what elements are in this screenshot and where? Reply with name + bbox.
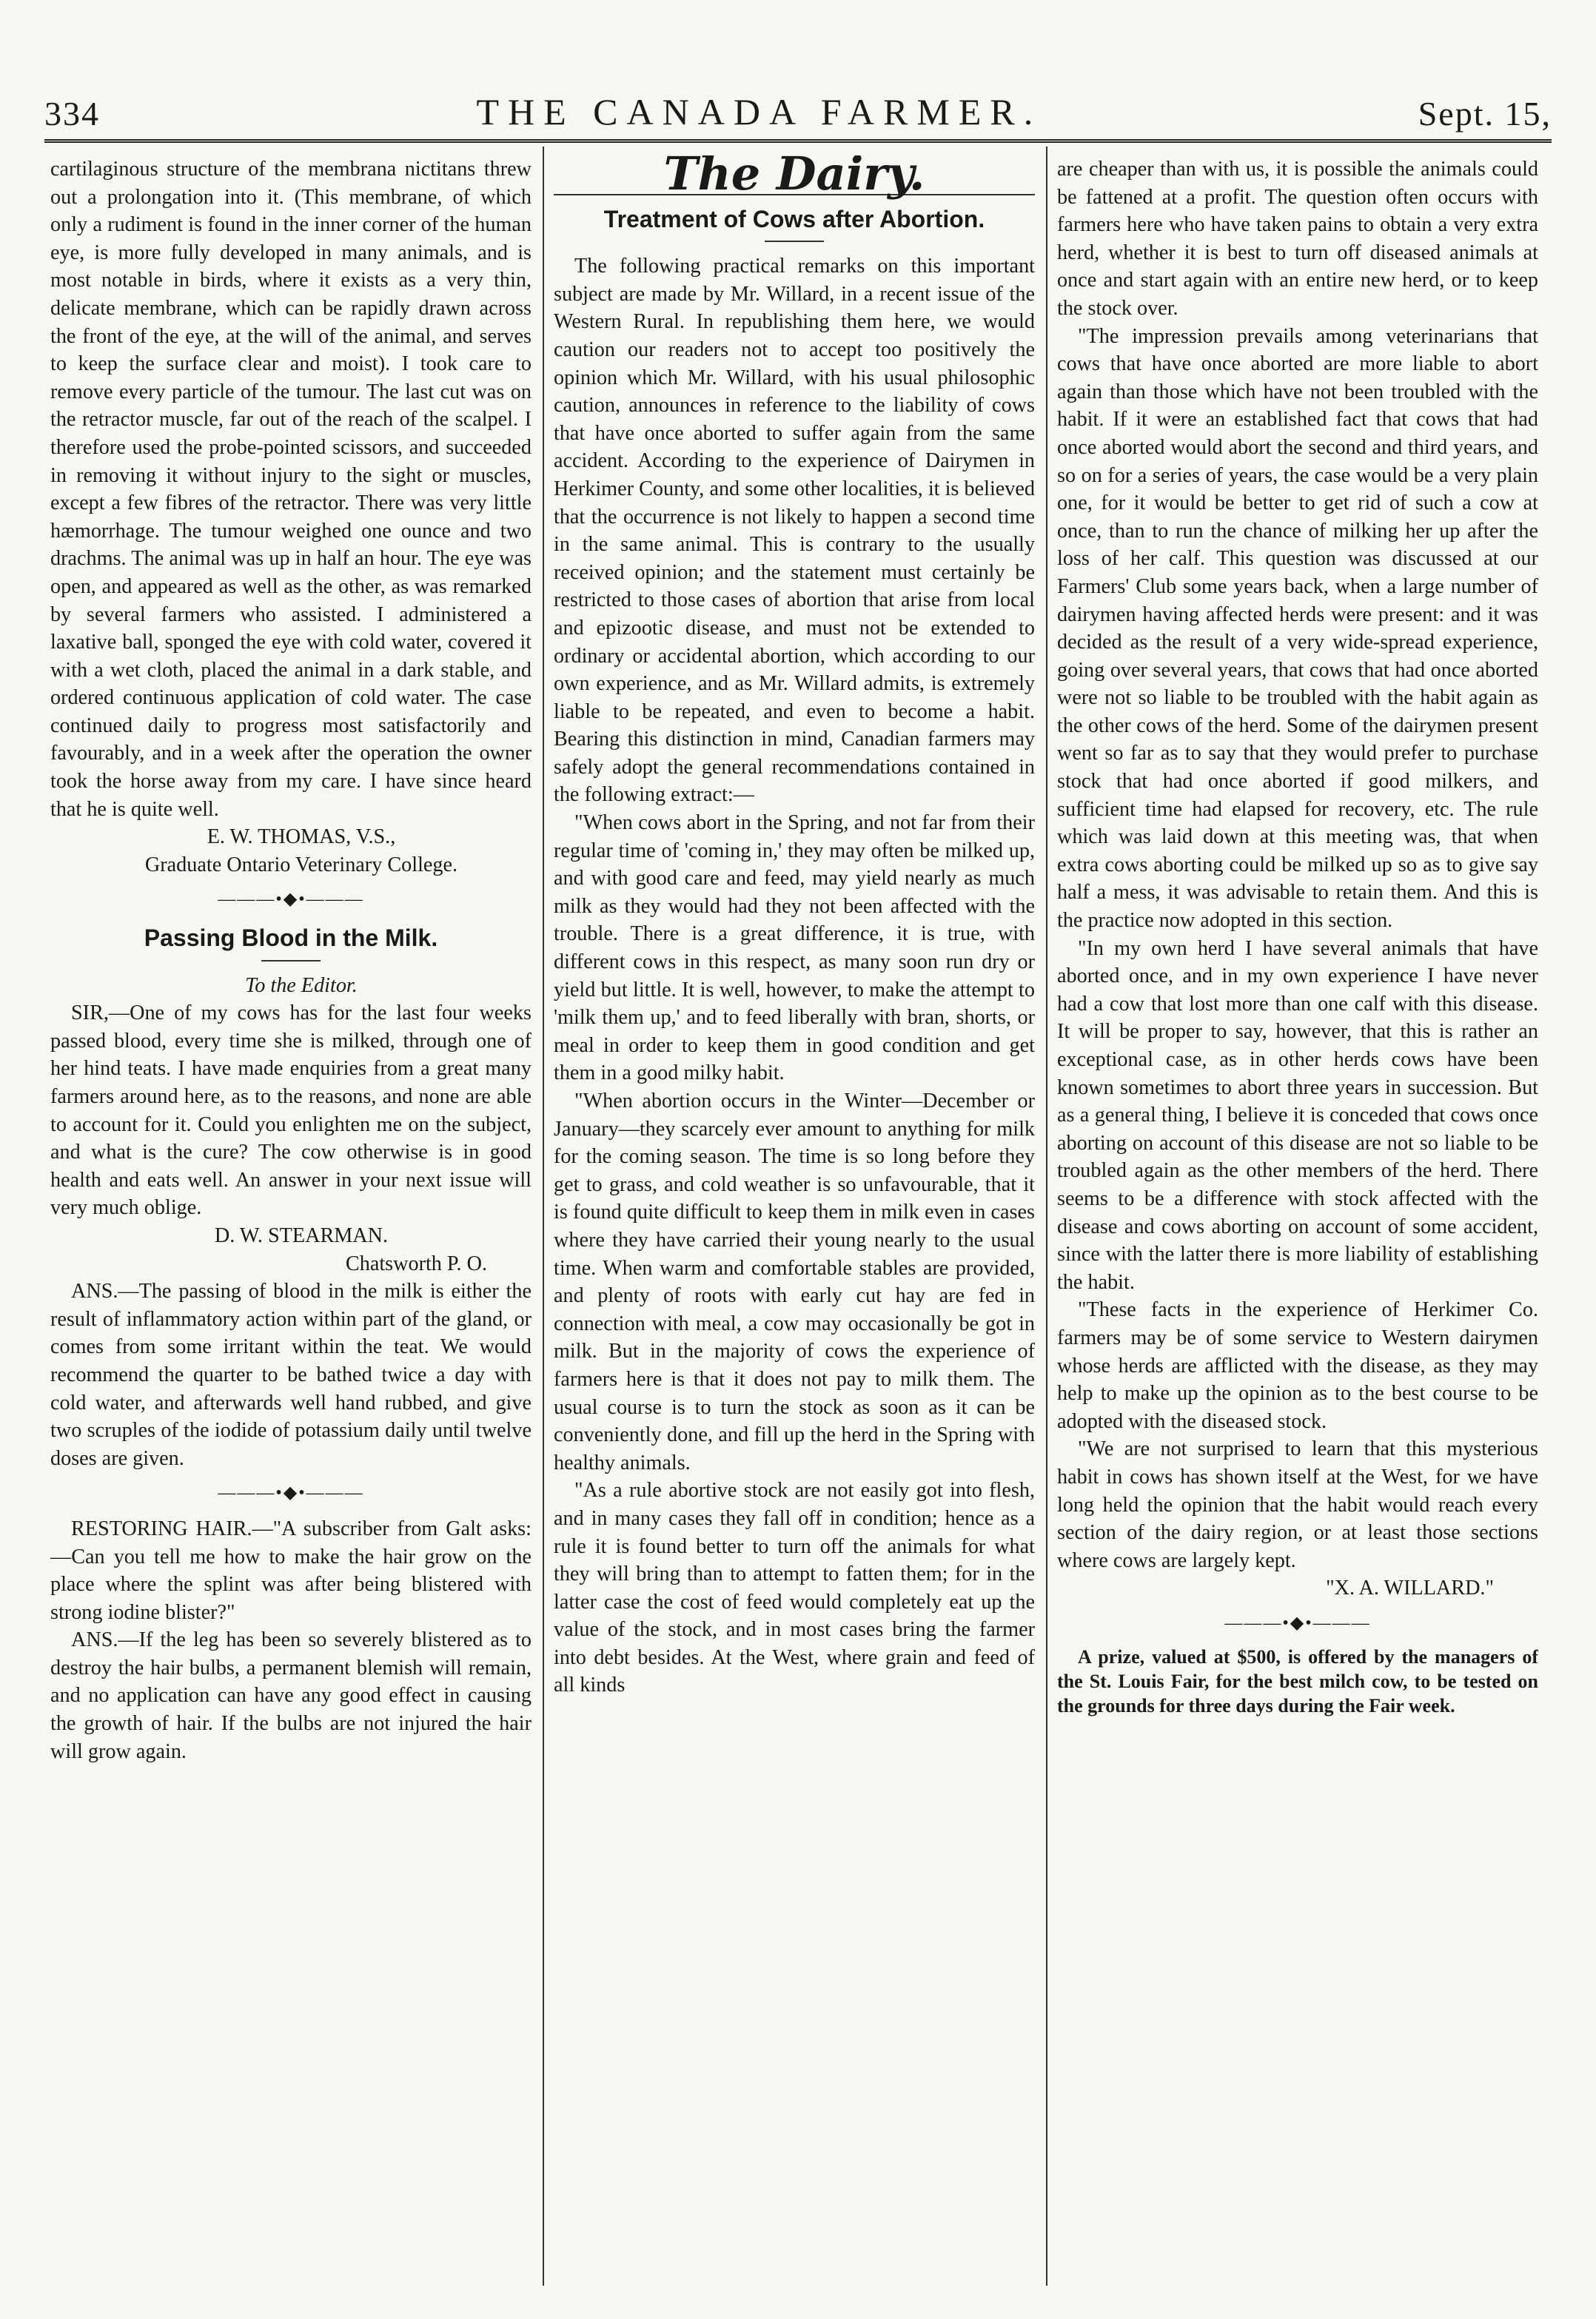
section-ornament: ———•◆•——— [218,890,364,910]
column-divider [543,147,544,2286]
article-paragraph: "We are not surprised to learn that this mysterious habit in cows has shown itself at the West, for we have long held the opinion that the habit would reach every section of the dairy region, or at least those sections where cows are largely kept. [1057,1437,1538,1572]
answer-paragraph: ANS.—The passing of blood in the milk is either the result of inflammatory action within part of the gland, or comes from some irritant within the teat. We would recommend the quarter to be bathed twice a day with cold water, and afterwards well hand rubbed, and give two scruples of the iodide of potassium daily until twelve doses are given. [50,1280,532,1470]
page-header [44,74,1552,133]
author-credential: Graduate Ontario Veterinary College. [144,853,458,876]
header-rule [44,139,1552,143]
department-title: The Dairy. [663,155,925,201]
column-right [1057,155,1538,2287]
article-paragraph: cartilaginous structure of the membrana nictitans threw out a prolongation into it. (This membrane, of which only a rudiment is found in the inner corner of the human eye, is more fully developed in many animals, and is most notable in birds, where it exists as a very thin, delicate membrane, which can be rapidly drawn across the front of the eye, at the will of the animal, and serves to keep the surface clear and moist). I took care to remove every particle of the tumour. The last cut was on the retractor muscle, far out of the reach of the scalpel. I therefore used the probe-pointed scissors, and succeeded in removing it without injury to the sight or muscles, except a few fibres of the retractor. There was very little hæmorrhage. The tumour weighed one ounce and two drachms. The animal was up in half an hour. The eye was open, and appeared as well as the other, as was remarked by several farmers who assisted. I administered a laxative ball, sponged the eye with cold water, covered it with a wet cloth, placed the animal in a dark stable, and ordered continuous application of cold water. The case continued daily to progress most satisfactorily and favourably, and in a week after the operation the owner took the horse away from my care. I have since heard that he is quite well. [50,158,532,821]
article-paragraph: The following practical remarks on this important subject are made by Mr. Willard, in a recent issue of the Western Rural. In republishing them here, we would caution our readers not to accept too positively the opinion which Mr. Willard, with his usual philosophic caution, announces in reference to the liability of cows that have once aborted to suffer again from the same accident. According to the experience of Dairymen in Herkimer County, and some other localities, it is believed that the occurrence is not likely to happen a second time in the same animal. This is contrary to the usually received opinion; and the statement must certainly be restricted to those cases of abortion that arise from local and epizootic disease, and must not be extended to ordinary or accidental abortion, which according to our own experience, and as Mr. Willard admits, is extremely liable to be repeated, and even to become a habit. Bearing this distinction in mind, Canadian farmers may safely adopt the general recommendations contained in the following extract:— [554,255,1035,807]
heading-rule [261,960,321,962]
article-paragraph: "The impression prevails among veterinarians that cows that have once aborted are more liable to abort again than those which have not been troubled with the habit. If it were an established fact that cows that had once aborted would abort the second and third years, and so on for a series of years, the case would be a very plain one, for it would be better to get rid of such a cow at once, than to run the chance of milking her up after the loss of her calf. This question was discussed at our Farmers' Club some years back, when a large number of dairymen having affected herds were present: and it was decided as the result of a very wide-spread experience, going over several years, that cows that had once aborted were not so liable to be troubled with the habit again as the other cows of the herd. Some of the dairymen present went so far as to say that they would prefer to purchase stock that had once aborted if good milkers, and sufficient time had elapsed for recovery, etc. The rule which was laid down at this meeting was, that when extra cows aborting could be milked up so as to give say half a mess, it was advisable to retain them. And this is the practice now adopted in this section. [1057,324,1538,933]
author-signature: E. W. THOMAS, V.S., [207,825,396,849]
article-paragraph: "When abortion occurs in the Winter—December or January—they scarcely ever amount to anything for milk for the coming season. The time is so long before they get to grass, and cold weather is so unfavourable, that it is found quite difficult to keep them in milk even in cases where they have carried their young nearly to the usual time. When warm and comfortable stables are provided, and plenty of roots with early cut hay are fed in connection with meal, a cow may occasionally be got in milk. But in the majority of cows the experience of farmers here is that it does not pay to milk them. The usual course is to turn the stock as soon as it can be conveniently done, and fill up the herd in the Spring with healthy animals. [554,1090,1035,1474]
issue-date: Sept. 15, [1418,95,1552,132]
publication-title: THE CANADA FARMER. [476,91,1042,132]
letter-location: Chatsworth P. O. [345,1252,487,1275]
notice-paragraph: A prize, valued at $500, is offered by the managers of the St. Louis Fair, for the best milch cow, to be tested on the grounds for three days during the Fair week. [1057,1646,1538,1717]
section-ornament: ———•◆•——— [218,1483,364,1503]
article-paragraph: "In my own herd I have several animals that have aborted once, and in my own experience I have never had a cow that lost more than one calf with this disease. It will be proper to say, however, that this is rather an exceptional case, as in other herds cows have been known sometimes to abort three years in succession. But as a general thing, I believe it is conceded that cows once aborting on account of this disease are not so liable to be troubled again as the other members of the herd. There seems to be a difference with stock affected with the disease and cows aborting on account of some accident, since with the latter there is more liability of establishing the habit. [1057,936,1538,1294]
salutation-header: To the Editor. [245,973,358,997]
article-paragraph: "When cows abort in the Spring, and not far from their regular time of 'coming in,' they may often be milked up, and with good care and feed, may yield nearly as much milk as they would had they not been affected with the trouble. There is a great difference, it is true, with different cows in this respect, as many soon run dry or yield but little. It is well, however, to make the attempt to 'milk them up,' and to feed liberally with bran, shorts, or meal in order to keep them in good condition and get them in a good milky habit. [554,811,1035,1085]
column-divider [1046,147,1047,2286]
page-number: 334 [44,95,100,132]
article-heading: Passing Blood in the Milk. [144,924,438,952]
answer-paragraph: ANS.—If the leg has been so severely blistered as to destroy the hair bulbs, a permanent blemish will remain, and no application can have any good effect in causing the growth of hair. If the bulbs are not injured the hair will grow again. [50,1628,532,1763]
article-paragraph: "These facts in the experience of Herkimer Co. farmers may be of some service to Western dairymen whose herds are afflicted with the disease, as they may help to make up the opinion as to the best course to be adopted with the diseased stock. [1057,1298,1538,1433]
column-left [50,155,532,2287]
letter-signature: D. W. STEARMAN. [214,1224,389,1247]
query-paragraph: RESTORING HAIR.—"A subscriber from Galt asks:—Can you tell me how to make the hair grow on the place where the splint was after being blistered with strong iodine blister?" [50,1517,532,1624]
column-middle [554,155,1035,2287]
heading-rule [765,241,824,242]
letter-paragraph: SIR,—One of my cows has for the last four weeks passed blood, every time she is milked, through one of her hind teats. I have made enquiries from a great many farmers around here, as to the reasons, and none are able to account for it. Could you enlighten me on the subject, and what is the cure? The cow otherwise is in good health and eats well. An answer in your next issue will very much oblige. [50,1001,532,1220]
article-paragraph: "As a rule abortive stock are not easily got into flesh, and in many cases they fall off in condition; hence as a rule it is found better to turn off the animals for what they will bring than to attempt to fatten them; for in the latter case the cost of feed would completely eat up the value of the stock, and in most cases bring the farmer into debt besides. At the West, where grain and feed of all kinds [554,1479,1035,1697]
article-heading: Treatment of Cows after Abortion. [603,205,985,232]
author-signature: "X. A. WILLARD." [1326,1577,1494,1600]
article-paragraph: are cheaper than with us, it is possible the animals could be fattened at a profit. The question often occurs with farmers here who have taken pains to obtain a very extra herd, whether it is best to turn off diseased animals at once and start again with an entire new herd, or to keep the stock over. [1057,158,1538,320]
section-ornament: ———•◆•——— [1224,1613,1371,1633]
